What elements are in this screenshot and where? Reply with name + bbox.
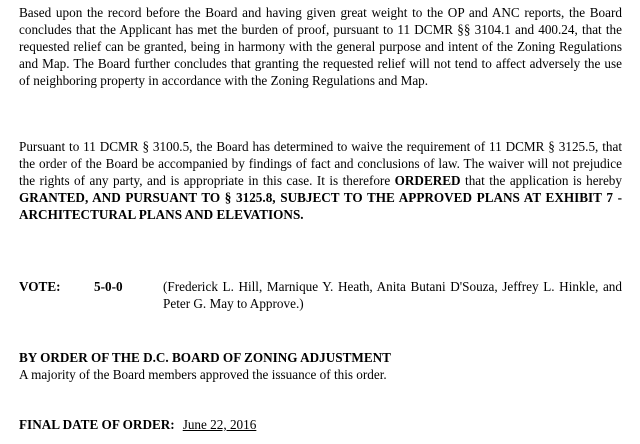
ordered-text: ORDERED (394, 173, 461, 188)
findings-paragraph: Based upon the record before the Board and having given great weight to the OP and ANC reports, the Board concludes that the Applicant has met the burden of proof, pursuant to 11 DCMR §§ 3104.1 and 400.24, that the requested relief can be granted, being in harmony with the general purpose and intent of the Zoning Regulations and Map. The Board further concludes that granting the requested relief will not tend to affect adversely the use of neighboring property in accordance with the Zoning Regulations and Map. (19, 5, 622, 88)
order-section (19, 349, 622, 383)
vote-label: VOTE: (19, 279, 61, 294)
waiver-middle: that the application is hereby (460, 173, 622, 188)
vote-detail: (Frederick L. Hill, Marnique Y. Heath, Anita Butani D'Souza, Jeffrey L. Hinkle, and Peter G. May to Approve.) (163, 279, 622, 311)
order-text: A majority of the Board members approved the issuance of this order. (19, 367, 387, 382)
final-date-section (19, 416, 622, 433)
waiver-paragraph (19, 138, 622, 223)
granted-clause: GRANTED, AND PURSUANT TO § 3125.8, SUBJECT TO THE APPROVED PLANS AT EXHIBIT 7 - ARCHITECTURAL PLANS AND ELEVATIONS. (19, 190, 622, 222)
waiver-intro: Pursuant to 11 DCMR § 3100.5, the Board has determined to waive the requirement of 11 DCMR § 3125.5, that the order of the Board be accompanied by findings of fact and conclusions of law. The waiver will not prejudice the rights of any party, and is appropriate in this case. It is therefore (19, 139, 622, 188)
final-date-value: June 22, 2016 (182, 417, 257, 432)
final-date-label: FINAL DATE OF ORDER: (19, 417, 175, 432)
order-title: BY ORDER OF THE D.C. BOARD OF ZONING ADJUSTMENT (19, 350, 391, 365)
vote-count: 5-0-0 (94, 279, 123, 294)
